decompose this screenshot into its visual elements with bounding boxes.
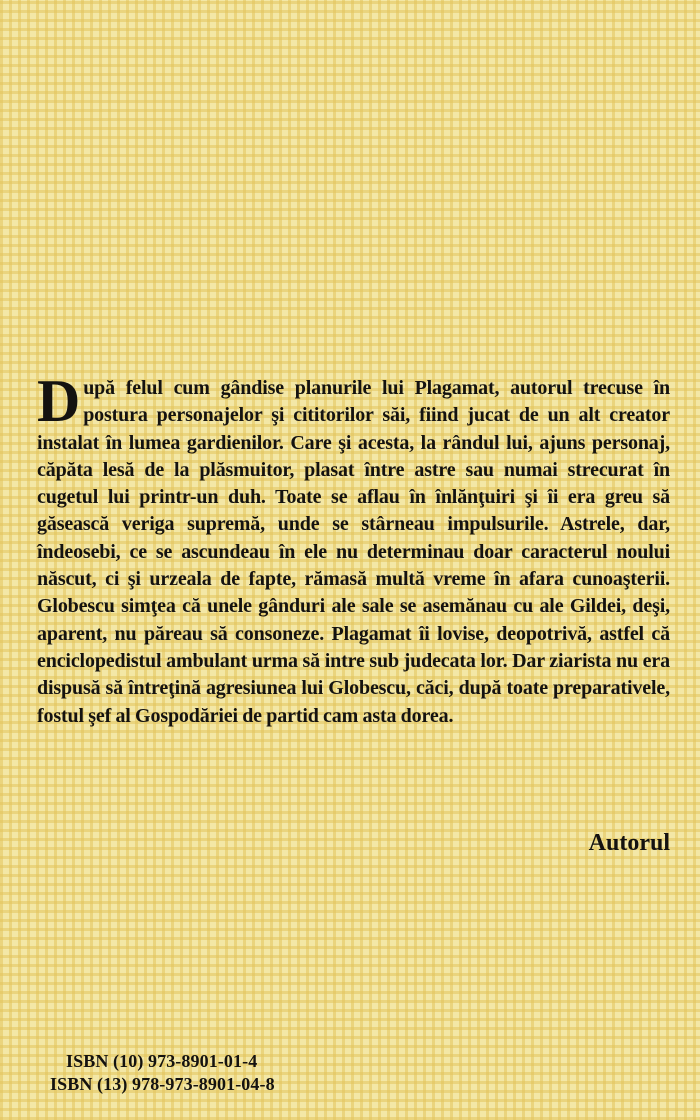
blurb-paragraph [37, 368, 670, 730]
isbn-10: ISBN (10) 973-8901-01-4 [66, 1051, 258, 1071]
author-signature: Autorul [588, 830, 670, 856]
blurb-text: upă felul cum gândise planurile lui Plagamat, autorul trecuse în postura personajelor şi cititorilor săi, fiind jucat de un alt creator instalat în lumea gardienilor. Care şi acesta, la rândul lui, ajuns personaj, căpăta lesă de la plăsmuitor, plasat între astre sau numai strecurat în cugetul lui printr-un duh. Toate se aflau în înlănţuiri şi îi era greu să găsească veriga supremă, unde se stârneau impulsurile. Astrele, dar, îndeosebi, ce se ascundeau în ele nu determinau doar caracterul noului născut, ci şi urzeala de fapte, rămasă multă vreme în afara cunoaşterii. Globescu simţea că unele gânduri ale sale se asemănau cu ale Gildei, deşi, aparent, nu păreau să consoneze. Plagamat îi lovise, deopotrivă, astfel că enciclopedistul ambulant urma să intre sub judecata lor. Dar ziarista nu era dispusă să întreţină agresiunea lui Globescu, căci, după toate preparativele, fostul şef al Gospodăriei de partid cam asta dorea. [37, 377, 670, 727]
drop-cap: D [37, 368, 81, 434]
isbn-13: ISBN (13) 978-973-8901-04-8 [50, 1074, 275, 1094]
